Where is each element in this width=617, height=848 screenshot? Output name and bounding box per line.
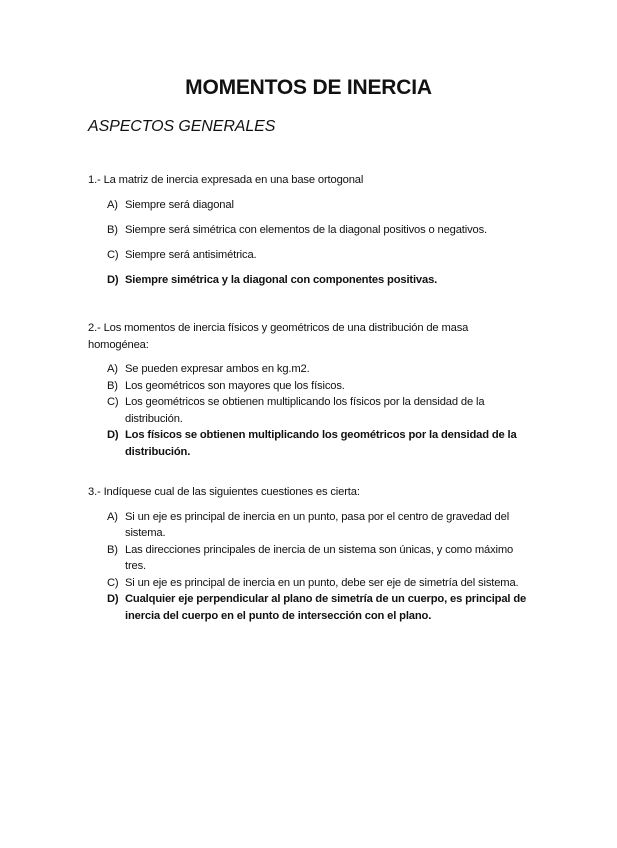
question-3 [88, 484, 528, 624]
option-text: Siempre simétrica y la diagonal con componentes positivas. [125, 273, 438, 286]
option-text: Siempre será simétrica con elementos de la diagonal positivos o negativos. [125, 223, 488, 236]
option-b [88, 378, 528, 395]
option-text: Las direcciones principales de inercia de un sistema son únicas, y como máximo tres. [125, 543, 514, 572]
option-d-correct [88, 427, 528, 460]
option-text: Los geométricos son mayores que los físicos. [125, 379, 345, 392]
option-text: Si un eje es principal de inercia en un punto, debe ser eje de simetría del sistema. [125, 576, 519, 589]
option-d-correct [88, 272, 528, 289]
question-2 [88, 320, 528, 460]
option-letter: D) [107, 273, 119, 286]
option-letter: B) [107, 379, 118, 392]
option-letter: B) [107, 543, 118, 556]
option-c [88, 575, 528, 592]
question-text: 2.- Los momentos de inercia físicos y geométricos de una distribución de masa homogénea: [88, 322, 469, 351]
question-1 [88, 172, 528, 297]
option-letter: D) [107, 429, 119, 441]
option-b [88, 222, 528, 239]
option-text: Se pueden expresar ambos en kg.m2. [125, 363, 310, 375]
question-text: 1.- La matriz de inercia expresada en una base ortogonal [88, 174, 364, 186]
option-letter: C) [107, 576, 119, 589]
option-text: Los geométricos se obtienen multiplicando los físicos por la densidad de la distribución. [125, 396, 485, 425]
option-letter: A) [107, 363, 118, 375]
options-list [88, 509, 528, 625]
document-title: MOMENTOS DE INERCIA [185, 76, 432, 99]
option-b [88, 542, 528, 575]
option-a [88, 361, 528, 378]
option-letter: A) [107, 510, 118, 523]
option-a [88, 197, 528, 214]
question-text: 3.- Indíquese cual de las siguientes cuestiones es cierta: [88, 486, 360, 498]
option-letter: C) [107, 396, 119, 408]
option-text: Siempre será diagonal [125, 198, 234, 211]
option-text: Siempre será antisimétrica. [125, 248, 257, 261]
document-subtitle: ASPECTOS GENERALES [88, 118, 276, 135]
option-a [88, 509, 528, 542]
option-letter: D) [107, 593, 119, 605]
option-c [88, 247, 528, 264]
option-letter: C) [107, 248, 119, 261]
option-text: Si un eje es principal de inercia en un punto, pasa por el centro de gravedad del sistema. [125, 510, 510, 539]
option-c [88, 394, 528, 427]
option-letter: A) [107, 198, 118, 211]
options-list [88, 197, 528, 289]
option-text: Cualquier eje perpendicular al plano de simetría de un cuerpo, es principal de inercia del cuerpo en el punto de intersección con el plano. [125, 593, 527, 622]
option-text: Los físicos se obtienen multiplicando los geométricos por la densidad de la distribución. [125, 429, 517, 458]
options-list [88, 361, 528, 460]
option-d-correct [88, 591, 528, 624]
option-letter: B) [107, 223, 118, 236]
